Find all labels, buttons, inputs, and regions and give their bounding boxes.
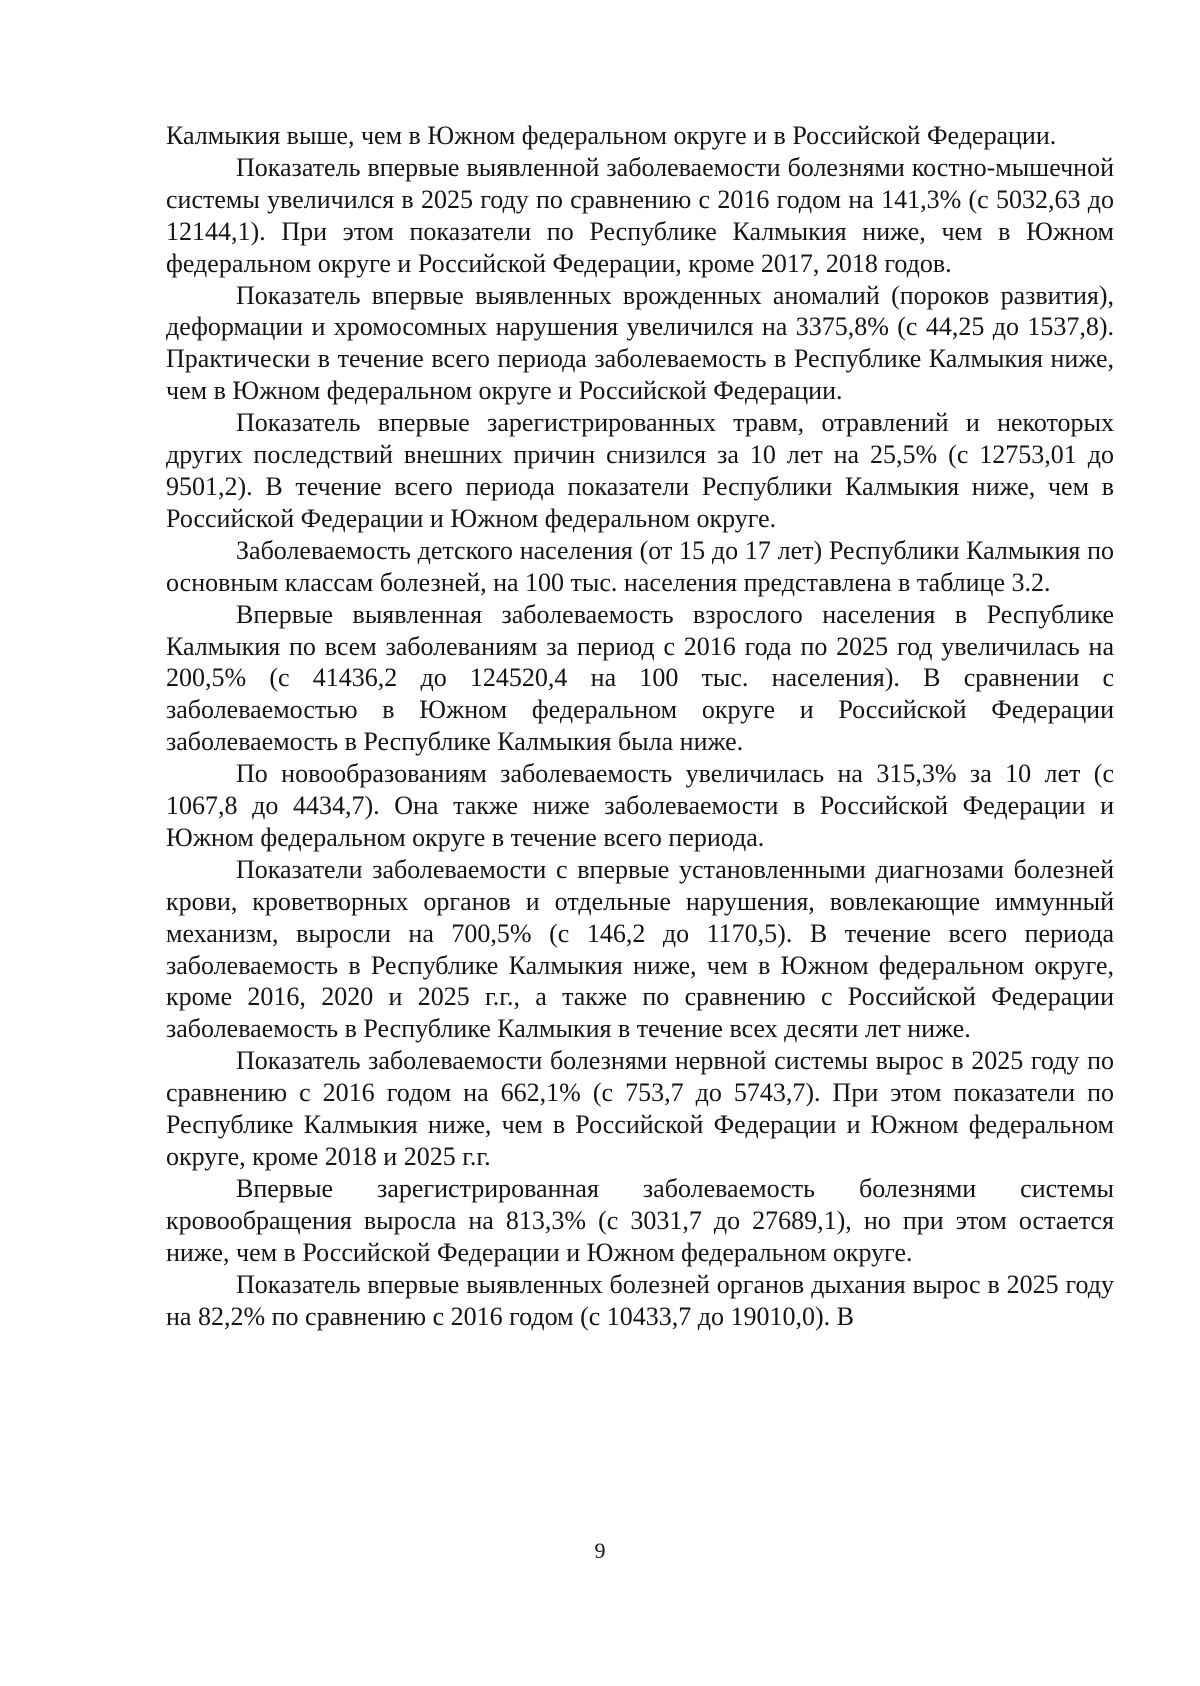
paragraph-injuries: Показатель впервые зарегистрированных травм, отравлений и некоторых других последствий внешних причин снизился за 10 лет на 25,5% (с 12753,01 до 9501,2). В течение всего периода показатели Республики Калмыкия ниже, чем в Российской Федерации и Южном федеральном округе. — [166, 408, 1114, 533]
paragraph-respiratory: Показатель впервые выявленных болезней органов дыхания вырос в 2025 году на 82,2% по сравнению с 2016 годом (с 10433,7 до 19010,0). В — [166, 1269, 1114, 1331]
body-text — [166, 120, 1114, 1332]
paragraph-neoplasms: По новообразованиям заболеваемость увеличилась на 315,3% за 10 лет (с 1067,8 до 4434,7). Она также ниже заболеваемости в Российской Федерации и Южном федеральном округе в течение всего периода. — [166, 759, 1114, 852]
paragraph-congenital-anomalies: Показатель впервые выявленных врожденных аномалий (пороков развития), деформации и хромосомных нарушения увеличился на 3375,8% (с 44,25 до 1537,8). Практически в течение всего периода заболеваемость в Республике Калмыкия ниже, чем в Южном федеральном округе и Российской Федерации. — [166, 280, 1114, 406]
paragraph-continuation: Калмыкия выше, чем в Южном федеральном округе и в Российской Федерации. — [166, 121, 1057, 150]
paragraph-musculoskeletal: Показатель впервые выявленной заболеваемости болезнями костно-мышечной системы увеличился в 2025 году по сравнению с 2016 годом на 141,3% (с 5032,63 до 12144,1). При этом показатели по Республике Калмыкия ниже, чем в Южном федеральном округе и Российской Федерации, кроме 2017, 2018 годов. — [166, 152, 1114, 278]
page-number: 9 — [594, 1538, 606, 1563]
paragraph-nervous-system: Показатель заболеваемости болезнями нервной системы вырос в 2025 году по сравнению с 2016 годом на 662,1% (с 753,7 до 5743,7). При этом показатели по Республике Калмыкия ниже, чем в Российской Федерации и Южном федеральном округе, кроме 2018 и 2025 г.г. — [166, 1046, 1114, 1171]
paragraph-blood-diseases: Показатели заболеваемости с впервые установленными диагнозами болезней крови, кроветворных органов и отдельные нарушения, вовлекающие иммунный механизм, выросли на 700,5% (с 146,2 до 1170,5). В течение всего периода заболеваемость в Республике Калмыкия ниже, чем в Южном федеральном округе, кроме 2016, 2020 и 2025 г.г., а также по сравнению с Российской Федерации заболеваемость в Республике Калмыкия в течение всех десяти лет ниже. — [166, 854, 1114, 1044]
paragraph-circulatory-system: Впервые зарегистрированная заболеваемость болезнями системы кровообращения выросла на 813,3% (с 3031,7 до 27689,1), но при этом остается ниже, чем в Российской Федерации и Южном федеральном округе. — [166, 1173, 1114, 1267]
paragraph-children-morbidity: Заболеваемость детского населения (от 15 до 17 лет) Республики Калмыкия по основным классам болезней, на 100 тыс. населения представлена в таблице 3.2. — [166, 535, 1114, 597]
paragraph-adult-morbidity: Впервые выявленная заболеваемость взрослого населения в Республике Калмыкия по всем заболеваниям за период с 2016 года по 2025 год увеличилась на 200,5% (с 41436,2 до 124520,4 на 100 тыс. населения). В сравнении с заболеваемостью в Южном федеральном округе и Российской Федерации заболеваемость в Республике Калмыкия была ниже. — [166, 599, 1114, 757]
